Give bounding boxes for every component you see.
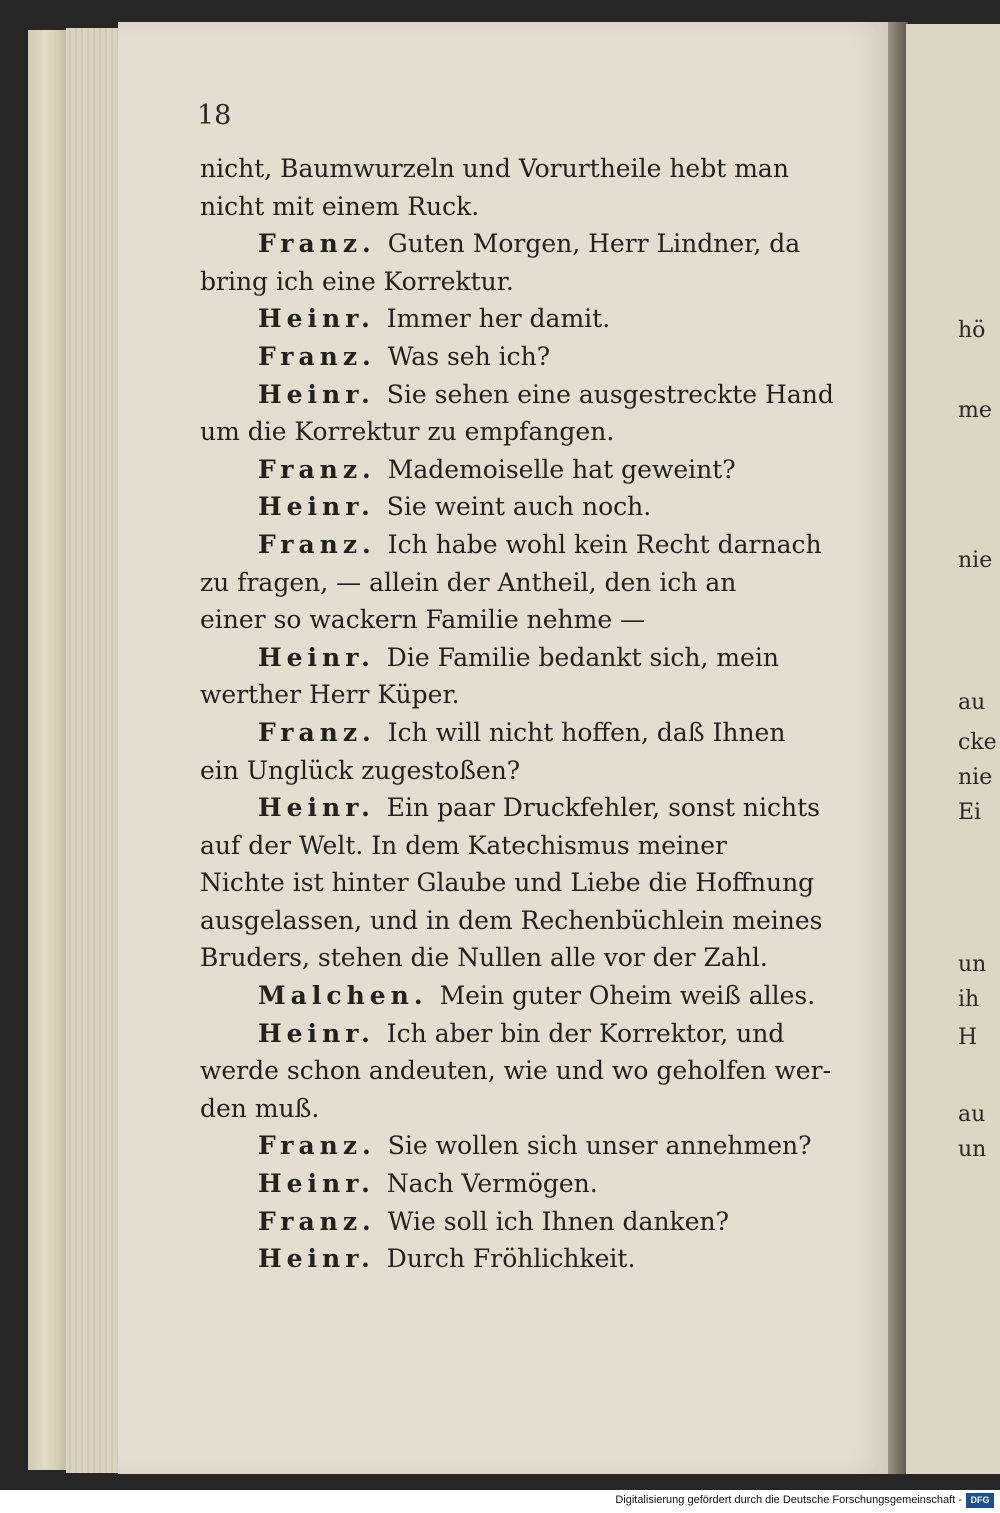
facing-page-fragment: un — [958, 1137, 987, 1162]
speaker-name: Franz. — [258, 1206, 376, 1236]
facing-page — [906, 24, 1000, 1474]
facing-page-fragment: cke — [958, 730, 997, 755]
speaker-name: Heinr. — [258, 492, 375, 522]
text-line — [200, 300, 820, 338]
text-line — [200, 1090, 820, 1128]
page-edges — [66, 28, 122, 1473]
line-text: Ich habe wohl kein Recht darnach — [387, 529, 822, 559]
line-text: Was seh ich? — [387, 341, 551, 371]
text-line — [200, 714, 820, 752]
line-text: werde schon andeuten, wie und wo geholfen wer- — [200, 1056, 831, 1086]
line-text: den muß. — [200, 1093, 320, 1123]
line-text: Ich aber bin der Korrektor, und — [386, 1018, 785, 1048]
line-text: Guten Morgen, Herr Lindner, da — [387, 229, 801, 259]
text-line — [200, 338, 820, 376]
text-line — [200, 827, 820, 865]
facing-page-fragment: un — [958, 952, 987, 977]
speaker-name: Heinr. — [258, 793, 375, 823]
line-text: Sie sehen eine ausgestreckte Hand — [386, 379, 834, 409]
speaker-name: Franz. — [258, 454, 376, 484]
text-line — [200, 1015, 820, 1053]
facing-page-fragment: nie — [958, 765, 993, 790]
page-number: 18 — [197, 100, 232, 131]
facing-page-fragment: au — [958, 1102, 986, 1127]
line-text: Ich will nicht hoffen, daß Ihnen — [387, 717, 786, 747]
text-line — [200, 1203, 820, 1241]
speaker-name: Franz. — [258, 717, 376, 747]
text-line — [200, 902, 823, 940]
line-text: Wie soll ich Ihnen danken? — [387, 1206, 730, 1236]
line-text: Durch Fröhlichkeit. — [386, 1244, 636, 1274]
facing-page-fragment: hö — [958, 318, 986, 343]
speaker-name: Franz. — [258, 341, 376, 371]
text-line — [200, 413, 820, 451]
facing-page-fragment: nie — [958, 548, 993, 573]
line-text: Die Familie bedankt sich, mein — [386, 642, 779, 672]
line-text: nicht mit einem Ruck. — [200, 191, 480, 221]
dfg-logo: DFG — [966, 1493, 994, 1508]
speaker-name: Franz. — [258, 529, 376, 559]
text-line — [200, 225, 820, 263]
speaker-name: Heinr. — [258, 1244, 375, 1274]
line-text: Immer her damit. — [386, 304, 611, 334]
line-text: nicht, Baumwurzeln und Vorurtheile hebt man — [200, 154, 789, 183]
text-line — [200, 564, 820, 602]
text-line — [200, 1127, 820, 1165]
text-line — [200, 977, 820, 1015]
line-text: Nach Vermögen. — [386, 1169, 598, 1199]
text-line — [200, 639, 820, 677]
line-text: Sie weint auch noch. — [386, 492, 652, 522]
text-line — [200, 939, 820, 977]
facing-page-fragment: me — [958, 398, 992, 423]
line-text: zu fragen, — allein der Antheil, den ich an — [200, 567, 737, 597]
text-line — [200, 263, 820, 301]
facing-page-fragment: ih — [958, 987, 980, 1012]
line-text: bring ich eine Korrektur. — [200, 266, 514, 296]
line-text: Bruders, stehen die Nullen alle vor der Zahl. — [200, 943, 768, 973]
speaker-name: Heinr. — [258, 304, 375, 334]
line-text: werther Herr Küper. — [200, 680, 460, 710]
line-text: einer so wackern Familie nehme — — [200, 605, 646, 635]
facing-page-fragment: au — [958, 690, 986, 715]
text-line — [200, 526, 820, 564]
text-line — [200, 1240, 820, 1278]
line-text: ausgelassen, und in dem Rechenbüchlein meines — [200, 905, 823, 935]
line-text: Sie wollen sich unser annehmen? — [387, 1131, 812, 1161]
facing-page-fragment: H — [958, 1025, 978, 1050]
text-line — [200, 376, 834, 414]
text-line — [200, 451, 820, 489]
text-line — [200, 150, 820, 188]
speaker-name: Franz. — [258, 229, 376, 259]
line-text: Ein paar Druckfehler, sonst nichts — [386, 793, 820, 823]
text-line — [200, 188, 820, 226]
book-binding — [28, 30, 70, 1470]
page-gutter — [888, 22, 908, 1474]
text-line — [200, 676, 820, 714]
text-line — [200, 488, 820, 526]
speaker-name: Malchen. — [258, 981, 428, 1011]
line-text: auf der Welt. In dem Katechismus meiner — [200, 830, 727, 860]
line-text: um die Korrektur zu empfangen. — [200, 417, 615, 447]
text-line — [200, 1165, 820, 1203]
text-line — [200, 1052, 831, 1090]
text-line — [200, 752, 820, 790]
speaker-name: Heinr. — [258, 1018, 375, 1048]
text-line — [200, 864, 820, 902]
speaker-name: Heinr. — [258, 1169, 375, 1199]
facing-page-fragment: Ei — [958, 800, 982, 825]
line-text: ein Unglück zugestoßen? — [200, 755, 521, 785]
line-text: Mademoiselle hat geweint? — [387, 454, 736, 484]
funding-note: Digitalisierung gefördert durch die Deutsche Forschungsgemeinschaft - — [615, 1494, 962, 1506]
speaker-name: Franz. — [258, 1131, 376, 1161]
line-text: Mein guter Oheim weiß alles. — [439, 981, 816, 1011]
text-line — [200, 601, 820, 639]
page-text — [200, 150, 834, 1278]
footer-bar — [0, 1490, 1000, 1513]
text-line — [200, 789, 820, 827]
line-text: Nichte ist hinter Glaube und Liebe die Hoffnung — [200, 868, 815, 898]
speaker-name: Heinr. — [258, 379, 375, 409]
speaker-name: Heinr. — [258, 642, 375, 672]
